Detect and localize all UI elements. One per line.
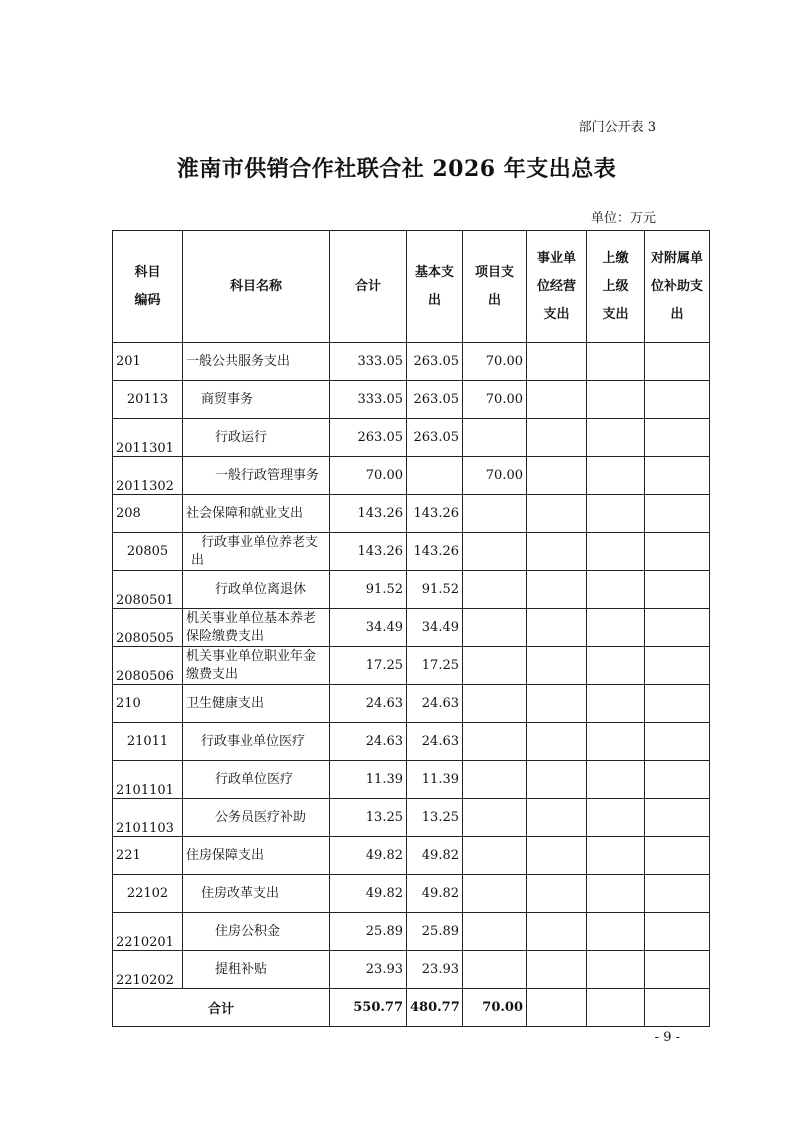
row-project bbox=[463, 799, 527, 837]
row-basic: 13.25 bbox=[407, 799, 463, 837]
row-basic: 91.52 bbox=[407, 571, 463, 609]
table-row bbox=[113, 609, 710, 647]
row-total: 49.82 bbox=[330, 875, 407, 913]
total-project: 70.00 bbox=[463, 989, 527, 1027]
row-basic: 49.82 bbox=[407, 875, 463, 913]
row-code: 21011 bbox=[113, 723, 183, 761]
row-total: 25.89 bbox=[330, 913, 407, 951]
table-row bbox=[113, 571, 710, 609]
total-subsidy bbox=[645, 989, 710, 1027]
row-project bbox=[463, 723, 527, 761]
row-basic: 24.63 bbox=[407, 685, 463, 723]
header-code: 科目编码 bbox=[113, 231, 183, 343]
row-total: 143.26 bbox=[330, 533, 407, 571]
total-label: 合计 bbox=[113, 989, 330, 1027]
header-name: 科目名称 bbox=[183, 231, 330, 343]
row-subsidy bbox=[645, 343, 710, 381]
row-total: 70.00 bbox=[330, 457, 407, 495]
row-name: 社会保障和就业支出 bbox=[183, 495, 330, 533]
table-row bbox=[113, 533, 710, 571]
row-code: 2210201 bbox=[113, 913, 183, 951]
header-total: 合计 bbox=[330, 231, 407, 343]
row-business bbox=[527, 913, 587, 951]
row-project: 70.00 bbox=[463, 343, 527, 381]
unit-label: 单位：万元 bbox=[590, 211, 656, 226]
row-name: 行政事业单位养老支出 bbox=[183, 533, 330, 571]
row-name: 行政单位医疗 bbox=[183, 761, 330, 799]
row-project bbox=[463, 685, 527, 723]
row-upper bbox=[587, 723, 645, 761]
row-code: 210 bbox=[113, 685, 183, 723]
row-business bbox=[527, 685, 587, 723]
row-subsidy bbox=[645, 875, 710, 913]
header-row bbox=[113, 231, 710, 343]
row-total: 49.82 bbox=[330, 837, 407, 875]
table-row bbox=[113, 647, 710, 685]
header-upper: 上缴上级支出 bbox=[587, 231, 645, 343]
row-upper bbox=[587, 913, 645, 951]
row-code: 22102 bbox=[113, 875, 183, 913]
row-project bbox=[463, 609, 527, 647]
row-total: 91.52 bbox=[330, 571, 407, 609]
row-project bbox=[463, 533, 527, 571]
header-basic: 基本支出 bbox=[407, 231, 463, 343]
row-total: 34.49 bbox=[330, 609, 407, 647]
row-project bbox=[463, 495, 527, 533]
row-business bbox=[527, 875, 587, 913]
row-code: 208 bbox=[113, 495, 183, 533]
row-business bbox=[527, 609, 587, 647]
row-subsidy bbox=[645, 761, 710, 799]
row-business bbox=[527, 723, 587, 761]
table-row bbox=[113, 875, 710, 913]
header-business: 事业单位经营支出 bbox=[527, 231, 587, 343]
row-upper bbox=[587, 647, 645, 685]
row-subsidy bbox=[645, 799, 710, 837]
row-project bbox=[463, 875, 527, 913]
table-row bbox=[113, 951, 710, 989]
row-business bbox=[527, 419, 587, 457]
row-project: 70.00 bbox=[463, 457, 527, 495]
row-upper bbox=[587, 761, 645, 799]
row-business bbox=[527, 381, 587, 419]
row-subsidy bbox=[645, 647, 710, 685]
row-name: 商贸事务 bbox=[183, 381, 330, 419]
table-row bbox=[113, 495, 710, 533]
row-name: 机关事业单位基本养老保险缴费支出 bbox=[183, 609, 330, 647]
row-code: 2210202 bbox=[113, 951, 183, 989]
row-code: 2011302 bbox=[113, 457, 183, 495]
row-total: 263.05 bbox=[330, 419, 407, 457]
row-upper bbox=[587, 685, 645, 723]
row-code: 2011301 bbox=[113, 419, 183, 457]
table-row bbox=[113, 685, 710, 723]
row-subsidy bbox=[645, 381, 710, 419]
row-name: 住房公积金 bbox=[183, 913, 330, 951]
row-name: 一般行政管理事务 bbox=[183, 457, 330, 495]
header-project: 项目支出 bbox=[463, 231, 527, 343]
row-code: 2080501 bbox=[113, 571, 183, 609]
page-title: 淮南市供销合作社联合社 2026 年支出总表 bbox=[176, 156, 617, 182]
row-basic: 263.05 bbox=[407, 419, 463, 457]
row-total: 143.26 bbox=[330, 495, 407, 533]
row-total: 24.63 bbox=[330, 685, 407, 723]
row-subsidy bbox=[645, 685, 710, 723]
row-code: 2101103 bbox=[113, 799, 183, 837]
row-basic: 143.26 bbox=[407, 495, 463, 533]
row-basic: 11.39 bbox=[407, 761, 463, 799]
row-project bbox=[463, 913, 527, 951]
row-basic: 17.25 bbox=[407, 647, 463, 685]
row-code: 20805 bbox=[113, 533, 183, 571]
row-name: 住房保障支出 bbox=[183, 837, 330, 875]
table-row bbox=[113, 343, 710, 381]
table-row bbox=[113, 381, 710, 419]
row-business bbox=[527, 343, 587, 381]
row-project bbox=[463, 837, 527, 875]
table-row bbox=[113, 913, 710, 951]
row-business bbox=[527, 495, 587, 533]
row-basic: 25.89 bbox=[407, 913, 463, 951]
row-project bbox=[463, 761, 527, 799]
row-basic bbox=[407, 457, 463, 495]
row-total: 333.05 bbox=[330, 343, 407, 381]
table-row bbox=[113, 419, 710, 457]
row-subsidy bbox=[645, 533, 710, 571]
row-business bbox=[527, 533, 587, 571]
total-basic: 480.77 bbox=[407, 989, 463, 1027]
row-upper bbox=[587, 457, 645, 495]
row-name: 一般公共服务支出 bbox=[183, 343, 330, 381]
row-upper bbox=[587, 609, 645, 647]
table-row bbox=[113, 799, 710, 837]
row-subsidy bbox=[645, 723, 710, 761]
total-business bbox=[527, 989, 587, 1027]
row-basic: 49.82 bbox=[407, 837, 463, 875]
row-upper bbox=[587, 381, 645, 419]
row-basic: 34.49 bbox=[407, 609, 463, 647]
row-subsidy bbox=[645, 837, 710, 875]
row-upper bbox=[587, 571, 645, 609]
row-project bbox=[463, 951, 527, 989]
row-total: 17.25 bbox=[330, 647, 407, 685]
row-basic: 263.05 bbox=[407, 381, 463, 419]
table-row bbox=[113, 457, 710, 495]
row-name: 卫生健康支出 bbox=[183, 685, 330, 723]
row-subsidy bbox=[645, 951, 710, 989]
row-name: 行政运行 bbox=[183, 419, 330, 457]
row-code: 20113 bbox=[113, 381, 183, 419]
row-project: 70.00 bbox=[463, 381, 527, 419]
row-subsidy bbox=[645, 457, 710, 495]
row-subsidy bbox=[645, 609, 710, 647]
row-name: 行政事业单位医疗 bbox=[183, 723, 330, 761]
table-row bbox=[113, 761, 710, 799]
row-total: 23.93 bbox=[330, 951, 407, 989]
form-number: 部门公开表 3 bbox=[578, 120, 656, 135]
row-total: 24.63 bbox=[330, 723, 407, 761]
row-name: 公务员医疗补助 bbox=[183, 799, 330, 837]
row-name: 提租补贴 bbox=[183, 951, 330, 989]
row-name: 机关事业单位职业年金缴费支出 bbox=[183, 647, 330, 685]
row-total: 333.05 bbox=[330, 381, 407, 419]
header-subsidy: 对附属单位补助支出 bbox=[645, 231, 710, 343]
row-upper bbox=[587, 799, 645, 837]
row-basic: 24.63 bbox=[407, 723, 463, 761]
row-upper bbox=[587, 951, 645, 989]
row-upper bbox=[587, 533, 645, 571]
table-row bbox=[113, 723, 710, 761]
table-row bbox=[113, 837, 710, 875]
page-number: - 9 - bbox=[654, 1030, 680, 1045]
row-subsidy bbox=[645, 495, 710, 533]
row-business bbox=[527, 647, 587, 685]
row-subsidy bbox=[645, 913, 710, 951]
row-code: 201 bbox=[113, 343, 183, 381]
row-total: 11.39 bbox=[330, 761, 407, 799]
row-subsidy bbox=[645, 571, 710, 609]
row-basic: 143.26 bbox=[407, 533, 463, 571]
row-total: 13.25 bbox=[330, 799, 407, 837]
row-code: 2101101 bbox=[113, 761, 183, 799]
row-upper bbox=[587, 837, 645, 875]
row-business bbox=[527, 457, 587, 495]
row-project bbox=[463, 647, 527, 685]
row-project bbox=[463, 571, 527, 609]
row-code: 221 bbox=[113, 837, 183, 875]
expenditure-table bbox=[112, 230, 710, 1027]
row-subsidy bbox=[645, 419, 710, 457]
total-upper bbox=[587, 989, 645, 1027]
row-upper bbox=[587, 875, 645, 913]
total-row bbox=[113, 989, 710, 1027]
row-business bbox=[527, 761, 587, 799]
row-basic: 263.05 bbox=[407, 343, 463, 381]
row-project bbox=[463, 419, 527, 457]
row-business bbox=[527, 951, 587, 989]
row-name: 行政单位离退休 bbox=[183, 571, 330, 609]
row-upper bbox=[587, 495, 645, 533]
row-name: 住房改革支出 bbox=[183, 875, 330, 913]
row-upper bbox=[587, 343, 645, 381]
row-business bbox=[527, 571, 587, 609]
row-business bbox=[527, 837, 587, 875]
row-code: 2080505 bbox=[113, 609, 183, 647]
row-upper bbox=[587, 419, 645, 457]
row-basic: 23.93 bbox=[407, 951, 463, 989]
row-code: 2080506 bbox=[113, 647, 183, 685]
row-business bbox=[527, 799, 587, 837]
total-amount: 550.77 bbox=[330, 989, 407, 1027]
